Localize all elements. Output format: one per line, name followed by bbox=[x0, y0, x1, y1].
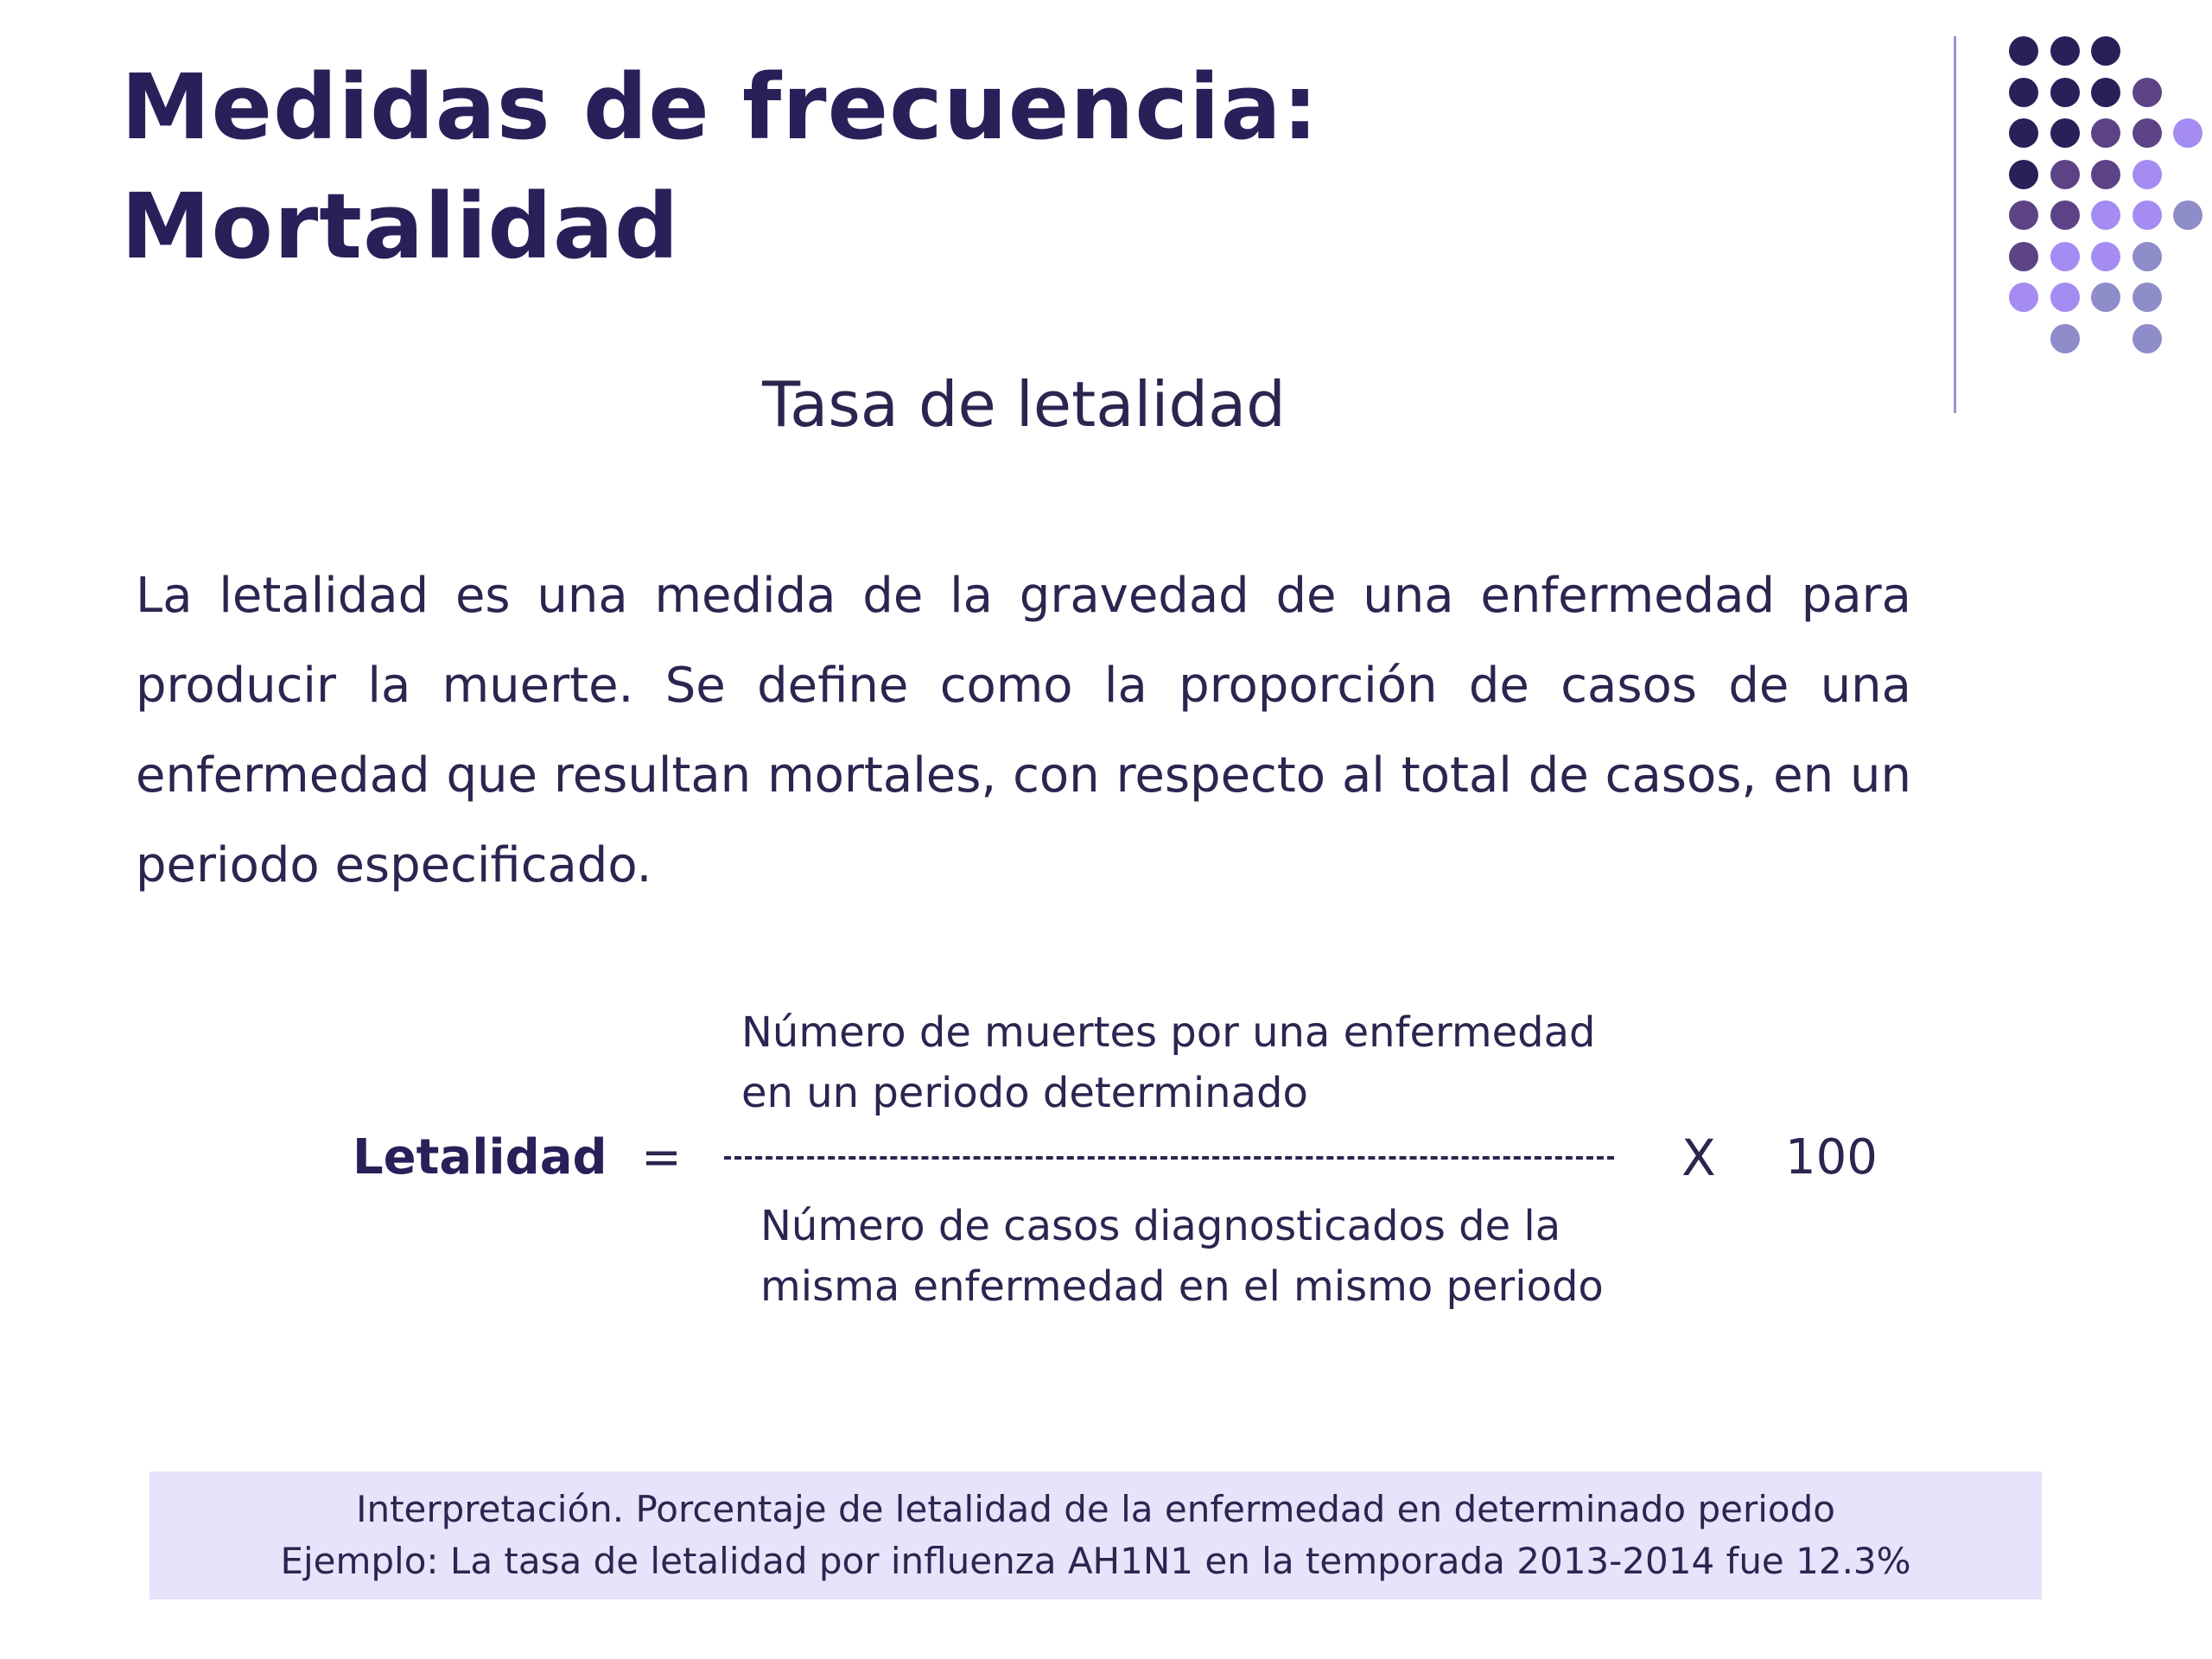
formula-denominator-line-2: misma enfermedad en el mismo periodo bbox=[760, 1262, 1604, 1311]
decorative-dot bbox=[2091, 242, 2120, 271]
decorative-dot bbox=[2050, 200, 2080, 230]
decorative-dot bbox=[2009, 160, 2038, 189]
decorative-dot bbox=[2050, 78, 2080, 107]
formula-denominator bbox=[760, 1196, 1604, 1317]
decorative-dot bbox=[2050, 160, 2080, 189]
decorative-dot bbox=[2050, 118, 2080, 148]
formula-equals-sign: = bbox=[641, 1129, 682, 1185]
decorative-dot bbox=[2133, 160, 2162, 189]
decorative-dot bbox=[2009, 36, 2038, 66]
decorative-dot bbox=[2133, 200, 2162, 230]
decorative-dot bbox=[2009, 118, 2038, 148]
formula-denominator-line-1: Número de casos diagnosticados de la bbox=[760, 1202, 1561, 1250]
decorative-dot bbox=[2091, 283, 2120, 312]
decorative-dot bbox=[2173, 118, 2202, 148]
decorative-dot bbox=[2050, 283, 2080, 312]
decorative-dot bbox=[2133, 324, 2162, 353]
formula-lhs-label: Letalidad bbox=[353, 1129, 607, 1185]
decorative-dot bbox=[2133, 118, 2162, 148]
decorative-dot bbox=[2091, 160, 2120, 189]
formula-numerator-line-1: Número de muertes por una enfermedad bbox=[741, 1008, 1596, 1057]
formula-fraction-bar bbox=[724, 1156, 1614, 1160]
definition-paragraph: La letalidad es una medida de la gravedad de una enfermedad para producir la muerte. Se define como la proporción de casos de una enfermedad que resultan mortales, con respecto al total de casos, en un periodo especificado. bbox=[136, 568, 1911, 893]
decorative-dot bbox=[2133, 78, 2162, 107]
decorative-dot bbox=[2133, 242, 2162, 271]
slide-title-line-2: Mortalidad bbox=[121, 174, 680, 279]
slide-title-line-1: Medidas de frecuencia: bbox=[121, 54, 1319, 160]
decorative-dot bbox=[2009, 78, 2038, 107]
decorative-dot bbox=[2091, 200, 2120, 230]
slide-title bbox=[121, 48, 1319, 286]
decorative-dot bbox=[2050, 36, 2080, 66]
decorative-vertical-rule bbox=[1954, 36, 1956, 413]
formula-multiplier: 100 bbox=[1785, 1129, 1878, 1185]
decorative-dot bbox=[2050, 324, 2080, 353]
decorative-dot bbox=[2050, 242, 2080, 271]
decorative-dot bbox=[2173, 200, 2202, 230]
decorative-dot bbox=[2009, 242, 2038, 271]
decorative-dot bbox=[2009, 283, 2038, 312]
decorative-dot bbox=[2091, 36, 2120, 66]
interpretation-line: Interpretación. Porcentaje de letalidad de la enfermedad en determinado periodo bbox=[356, 1488, 1835, 1530]
decorative-dot bbox=[2091, 78, 2120, 107]
formula-numerator-line-2: en un periodo determinado bbox=[741, 1069, 1308, 1117]
formula-numerator bbox=[741, 1002, 1596, 1123]
formula-times-sign: X bbox=[1681, 1128, 1716, 1187]
decorative-dot bbox=[2133, 283, 2162, 312]
decorative-dot bbox=[2091, 118, 2120, 148]
decorative-dot bbox=[2009, 200, 2038, 230]
example-line: Ejemplo: La tasa de letalidad por influenza AH1N1 en la temporada 2013-2014 fue 12.3% bbox=[280, 1540, 1911, 1582]
interpretation-box bbox=[149, 1471, 2042, 1599]
slide-subtitle: Tasa de letalidad bbox=[762, 368, 1286, 441]
